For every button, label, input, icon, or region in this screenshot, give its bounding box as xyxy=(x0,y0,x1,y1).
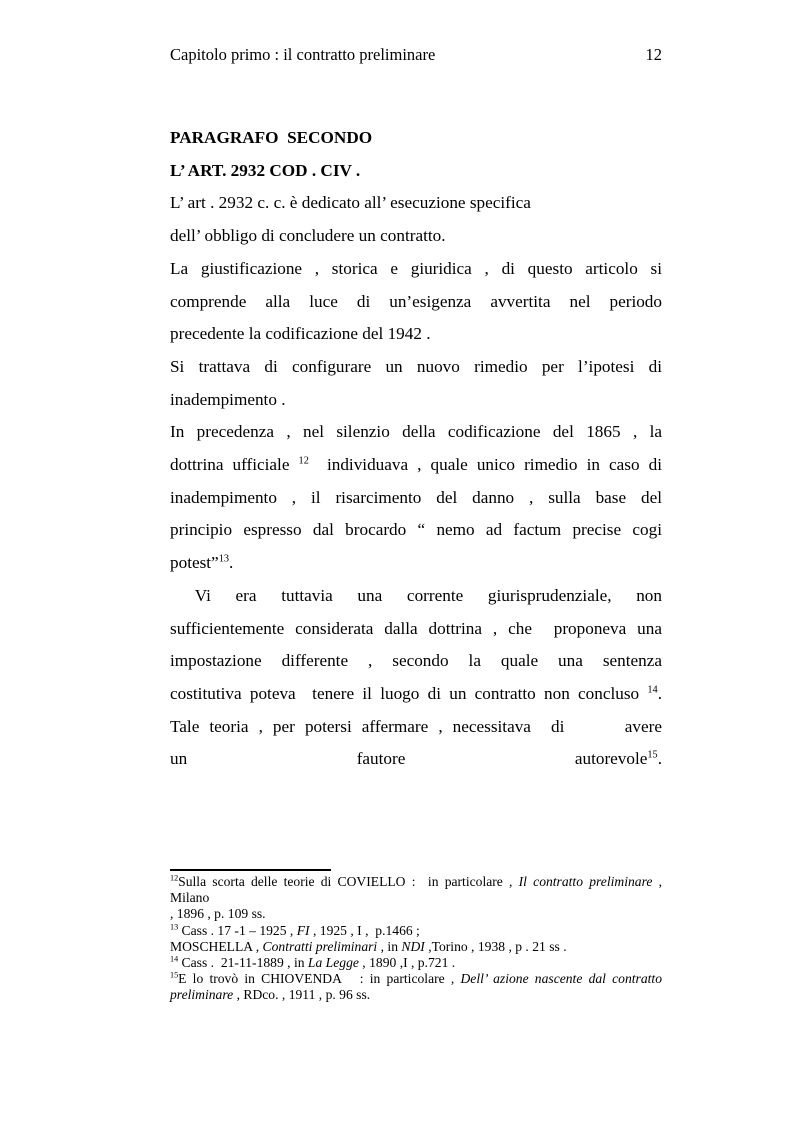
text-run: costitutiva poteva tenere il luogo di un contratto non concluso xyxy=(170,683,648,703)
text-line xyxy=(170,613,662,646)
text-line xyxy=(170,122,662,155)
text-run: principio espresso dal brocardo “ nemo ad factum precise cogi xyxy=(170,520,662,540)
text-run: un fautore autorevole xyxy=(170,749,648,769)
footnote-line xyxy=(170,906,662,922)
text-line xyxy=(170,645,662,678)
footnote-line xyxy=(170,874,662,906)
footnote-line xyxy=(170,987,662,1003)
text-run: Dell’ azione nascente dal contratto xyxy=(460,971,662,987)
text-run: MOSCHELLA , xyxy=(170,938,263,954)
text-line xyxy=(170,384,662,417)
text-line xyxy=(170,286,662,319)
footnote-line xyxy=(170,923,662,939)
text-run: NDI xyxy=(401,938,425,954)
text-run: L’ art . 2932 c. c. è dedicato all’ esecuzione specifica xyxy=(170,193,531,213)
text-run: Cass . 17 -1 – 1925 , xyxy=(178,922,297,938)
text-run: Contratti preliminari xyxy=(262,938,378,954)
footnote-reference: 13 xyxy=(218,553,229,565)
text-line xyxy=(170,514,662,547)
footnote-reference: 12 xyxy=(170,873,179,883)
running-chapter-title: Capitolo primo : il contratto preliminare xyxy=(170,45,436,64)
text-run: potest” xyxy=(170,553,219,573)
text-run: impostazione differente , secondo la quale una sentenza xyxy=(170,651,662,671)
footnote-reference: 12 xyxy=(298,455,309,467)
text-run: Cass . 21-11-1889 , in xyxy=(178,955,308,971)
text-run: ,Torino , 1938 , p . 21 ss . xyxy=(424,938,567,954)
text-run: sufficientemente considerata dalla dottrina , che proponeva una xyxy=(170,618,662,638)
text-line xyxy=(170,187,662,220)
text-run: , in xyxy=(377,938,402,954)
text-run: preliminare xyxy=(170,987,234,1003)
text-run: Si trattava di configurare un nuovo rimedio per l’ipotesi di xyxy=(170,356,662,376)
footnote-reference: 14 xyxy=(170,954,179,964)
text-run: , 1890 ,I , p.721 . xyxy=(358,955,456,971)
text-run: , 1925 , I , p.1466 ; xyxy=(309,922,420,938)
page-header xyxy=(170,45,662,65)
footnote-line xyxy=(170,971,662,987)
text-run: individuava , quale unico rimedio in caso di xyxy=(308,455,662,475)
text-run: La Legge xyxy=(307,955,359,971)
text-run: inadempimento . xyxy=(170,389,286,409)
body-text xyxy=(170,122,662,776)
text-run: E lo trovò in CHIOVENDA : in particolare , xyxy=(178,971,461,987)
footnote-line xyxy=(170,939,662,955)
text-line xyxy=(170,416,662,449)
text-run: PARAGRAFO SECONDO xyxy=(170,128,373,147)
text-run: dottrina ufficiale xyxy=(170,455,299,475)
footnote-reference: 15 xyxy=(170,970,179,980)
text-line xyxy=(170,711,662,744)
footnote-line xyxy=(170,955,662,971)
text-run: La giustificazione , storica e giuridica , di questo articolo si xyxy=(170,258,662,278)
footnote-reference: 15 xyxy=(647,749,658,761)
text-line xyxy=(170,253,662,286)
text-line xyxy=(170,155,662,188)
text-line xyxy=(170,351,662,384)
footnote-reference: 14 xyxy=(647,684,658,696)
text-run: dell’ obbligo di concludere un contratto. xyxy=(170,226,446,246)
text-run: . xyxy=(229,553,234,573)
text-run: . xyxy=(657,683,662,703)
footnote-separator xyxy=(170,869,331,871)
text-run: FI xyxy=(296,922,310,938)
text-line xyxy=(170,482,662,515)
page-number: 12 xyxy=(645,45,662,64)
footnote-reference: 13 xyxy=(170,922,179,932)
text-run: . xyxy=(657,749,662,769)
text-line xyxy=(170,547,662,580)
text-line xyxy=(170,449,662,482)
text-line xyxy=(170,318,662,351)
text-run: comprende alla luce di un’esigenza avvertita nel periodo xyxy=(170,291,662,311)
text-line xyxy=(170,743,662,776)
text-run: Tale teoria , per potersi affermare , necessitava di avere xyxy=(170,716,662,736)
text-run: , RDco. , 1911 , p. 96 ss. xyxy=(233,987,371,1003)
text-line xyxy=(170,580,662,613)
text-run: Vi era tuttavia una corrente giurisprudenziale, non xyxy=(170,585,662,605)
footnotes xyxy=(170,874,662,1004)
text-run: In precedenza , nel silenzio della codificazione del 1865 , la xyxy=(170,422,662,442)
text-run: precedente la codificazione del 1942 . xyxy=(170,324,431,344)
text-line xyxy=(170,220,662,253)
text-run: inadempimento , il risarcimento del danno , sulla base del xyxy=(170,487,662,507)
text-run: , 1896 , p. 109 ss. xyxy=(170,906,266,922)
text-run: , Milano xyxy=(170,874,662,906)
text-line xyxy=(170,678,662,711)
text-run: L’ ART. 2932 COD . CIV . xyxy=(170,160,361,180)
text-run: Il contratto preliminare xyxy=(518,874,653,889)
text-run: Sulla scorta delle teorie di COVIELLO : in particolare , xyxy=(178,874,519,889)
